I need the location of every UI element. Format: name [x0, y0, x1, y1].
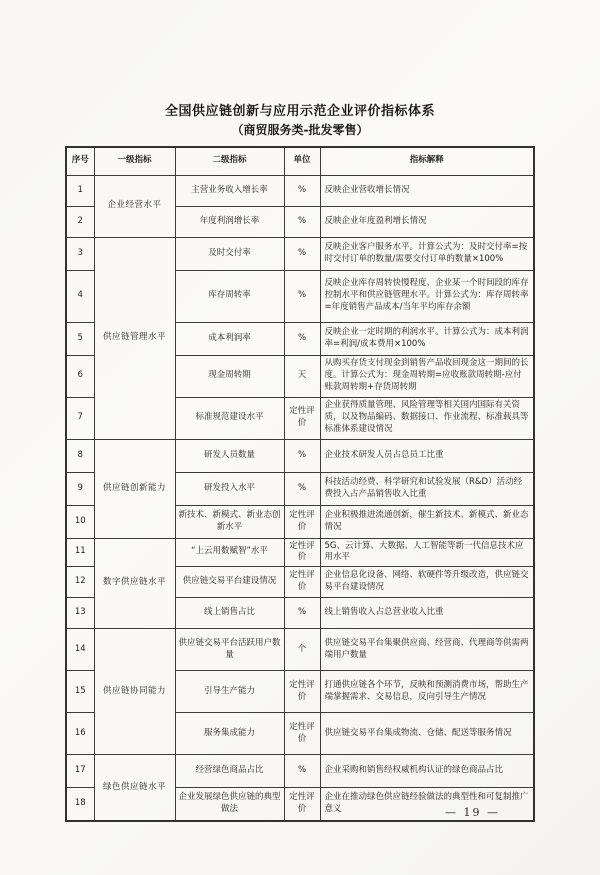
row-explanation: 企业积极推进流通创新，催生新技术、新模式、新业态情况	[320, 505, 534, 538]
row-no: 12	[66, 567, 94, 598]
row-unit: 定性评价	[284, 671, 320, 713]
header-explanation: 指标解释	[320, 147, 534, 175]
row-no: 2	[66, 206, 94, 237]
row-indicator: 年度利润增长率	[175, 206, 284, 237]
row-explanation: 企业信息化设备、网络、软硬件等升级改造，供应链交易平台建设情况	[320, 567, 534, 598]
table-row	[66, 538, 534, 567]
table-row	[66, 175, 534, 206]
row-unit: 定性评价	[284, 505, 320, 538]
row-indicator: 主营业务收入增长率	[175, 175, 284, 206]
document-title: 全国供应链创新与应用示范企业评价指标体系	[164, 104, 435, 119]
row-explanation: 企业采购和销售经权威机构认证的绿色商品占比	[320, 755, 534, 788]
row-indicator: 供应链交易平台活跃用户数量	[175, 629, 284, 671]
header-no: 序号	[66, 147, 94, 175]
document-subtitle: （商贸服务类-批发零售）	[231, 123, 369, 137]
row-no: 17	[66, 755, 94, 788]
row-no: 10	[66, 505, 94, 538]
row-explanation: 反映企业年度盈利增长情况	[320, 206, 534, 237]
row-explanation: 企业技术研发人员占总员工比重	[320, 439, 534, 472]
header-level1: 一级指标	[94, 147, 175, 175]
row-unit: 天	[284, 355, 320, 397]
row-unit: 定性评价	[284, 538, 320, 567]
group-scm-level: 供应链管理水平	[94, 237, 175, 439]
row-no: 4	[66, 270, 94, 322]
row-no: 15	[66, 671, 94, 713]
group-digital-supply-chain: 数字供应链水平	[94, 538, 175, 629]
row-unit: 个	[284, 629, 320, 671]
row-explanation: 科技活动经费、科学研究和试验发展（R&D）活动经费投入占产品销售收入比重	[320, 472, 534, 505]
row-indicator: 标准规范建设水平	[175, 397, 284, 439]
row-no: 6	[66, 355, 94, 397]
row-indicator: 研发投入水平	[175, 472, 284, 505]
row-explanation: 供应链交易平台集成物流、仓储、配送等服务情况	[320, 713, 534, 755]
group-enterprise-operation: 企业经营水平	[94, 175, 175, 237]
row-indicator: 及时交付率	[175, 237, 284, 270]
group-innovation-capability: 供应链创新能力	[94, 439, 175, 538]
row-explanation: 线上销售收入占总营业收入比重	[320, 598, 534, 629]
group-green-supply-chain: 绿色供应链水平	[94, 755, 175, 821]
row-explanation: 打通供应链各个环节，反映和预测消费市场，帮助生产端掌握需求、交易信息，反向引导生产情况	[320, 671, 534, 713]
row-indicator: 新技术、新模式、新业态创新水平	[175, 505, 284, 538]
row-explanation: 企业获得质量管理、风险管理等相关国内国际有关资质，以及物品编码、数据接口、作业流程、标准载具等标准体系建设情况	[320, 397, 534, 439]
row-explanation: 反映企业库存周转快慢程度、企业某一个时间段的库存控制水平和供应链管理水平。计算公式为：库存周转率=年度销售产品成本/当年平均库存余额	[320, 270, 534, 322]
row-no: 8	[66, 439, 94, 472]
table-header-row	[66, 147, 534, 175]
row-explanation: 5G、云计算、大数据、人工智能等新一代信息技术应用水平	[320, 538, 534, 567]
row-unit: 定性评价	[284, 788, 320, 821]
row-explanation: 反映企业营收增长情况	[320, 175, 534, 206]
row-indicator: 库存周转率	[175, 270, 284, 322]
row-no: 3	[66, 237, 94, 270]
row-explanation: 反映企业一定时期的利润水平。计算公式为：成本利润率=利润/成本费用×100%	[320, 322, 534, 355]
row-unit: 定性评价	[284, 567, 320, 598]
row-explanation: 企业在推动绿色供应链经验做法的典型性和可复制推广意义	[320, 788, 534, 821]
row-no: 13	[66, 598, 94, 629]
row-no: 16	[66, 713, 94, 755]
row-unit: %	[284, 598, 320, 629]
row-unit: %	[284, 206, 320, 237]
row-no: 5	[66, 322, 94, 355]
row-indicator: 现金周转期	[175, 355, 284, 397]
row-indicator: 引导生产能力	[175, 671, 284, 713]
row-indicator: “上云用数赋智”水平	[175, 538, 284, 567]
table-row	[66, 629, 534, 671]
header-unit: 单位	[284, 147, 320, 175]
row-indicator: 成本利润率	[175, 322, 284, 355]
row-unit: %	[284, 439, 320, 472]
row-no: 9	[66, 472, 94, 505]
row-unit: %	[284, 270, 320, 322]
row-unit: %	[284, 472, 320, 505]
row-unit: 定性评价	[284, 397, 320, 439]
row-indicator: 线上销售占比	[175, 598, 284, 629]
row-no: 18	[66, 788, 94, 821]
row-explanation: 从购买存货支付现金到销售产品收回现金这一期间的长度。计算公式为：现金周转期=应收账款周转期-应付账款周转期+存货周转期	[320, 355, 534, 397]
title-block	[0, 0, 600, 138]
row-explanation: 反映企业客户服务水平。计算公式为：及时交付率=按时交付订单的数量/需要交付订单的数量×100%	[320, 237, 534, 270]
row-no: 7	[66, 397, 94, 439]
header-level2: 二级指标	[175, 147, 284, 175]
row-indicator: 经营绿色商品占比	[175, 755, 284, 788]
page-number: — 19 —	[445, 806, 500, 819]
row-indicator: 服务集成能力	[175, 713, 284, 755]
table-row	[66, 755, 534, 788]
row-no: 14	[66, 629, 94, 671]
row-no: 11	[66, 538, 94, 567]
row-indicator: 供应链交易平台建设情况	[175, 567, 284, 598]
evaluation-index-table	[65, 146, 535, 822]
row-unit: %	[284, 322, 320, 355]
row-indicator: 研发人员数量	[175, 439, 284, 472]
row-unit: %	[284, 175, 320, 206]
row-no: 1	[66, 175, 94, 206]
row-unit: %	[284, 755, 320, 788]
table-row	[66, 237, 534, 270]
row-unit: %	[284, 237, 320, 270]
row-indicator: 企业发展绿色供应链的典型做法	[175, 788, 284, 821]
table-row	[66, 439, 534, 472]
group-collaboration-capability: 供应链协同能力	[94, 629, 175, 755]
row-explanation: 供应链交易平台集聚供应商、经营商、代理商等供需两端用户数量	[320, 629, 534, 671]
row-unit: 定性评价	[284, 713, 320, 755]
